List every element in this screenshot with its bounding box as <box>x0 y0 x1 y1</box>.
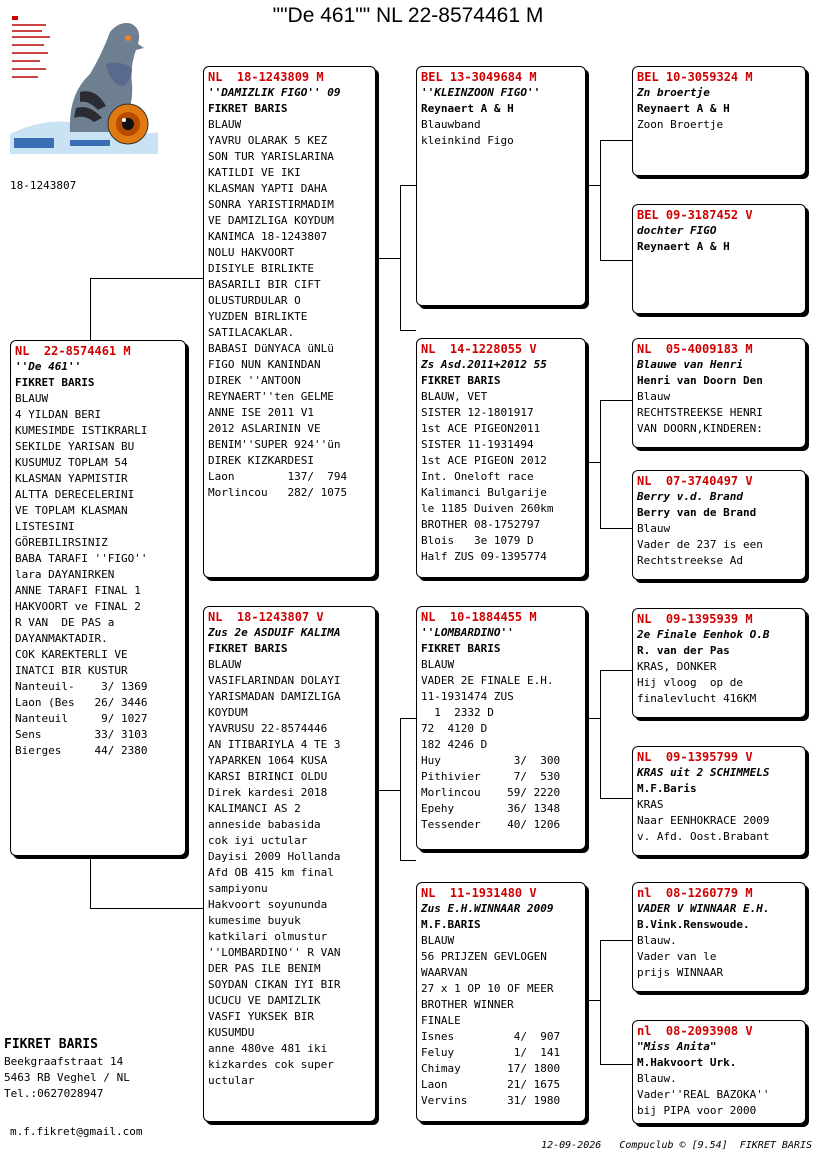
pedigree-note-line: BLAUW <box>208 118 242 131</box>
pigeon-owner: FIKRET BARIS <box>15 376 95 389</box>
pedigree-note-line: DIREK ''ANTOON <box>208 374 301 387</box>
pedigree-note-line: Vader de 237 is een <box>637 538 763 551</box>
pedigree-note-line: anneside babasida <box>208 818 321 831</box>
pigeon-name: ''De 461'' <box>15 360 82 373</box>
connector-line <box>586 185 600 186</box>
pedigree-note-line: ''LOMBARDINO'' R VAN <box>208 946 341 959</box>
pedigree-note-line: ANNE ISE 2011 V1 <box>208 406 314 419</box>
pedigree-note-line: v. Afd. Oost.Brabant <box>637 830 770 843</box>
pedigree-note-line: Bierges 44/ 2380 <box>15 744 148 757</box>
pedigree-note-line: SISTER 11-1931494 <box>421 438 534 451</box>
pedigree-note-line: SONRA YARISTIRMADIM <box>208 198 334 211</box>
pedigree-note-line: KRAS <box>637 798 664 811</box>
connector-line <box>600 400 632 401</box>
pigeon-owner: M.F.Baris <box>637 782 697 795</box>
pedigree-note-line: KANIMCA 18-1243807 <box>208 230 328 243</box>
pigeon-owner: FIKRET BARIS <box>208 642 288 655</box>
breeder-contact <box>4 1036 130 1102</box>
pedigree-note-line: Epehy 36/ 1348 <box>421 802 561 815</box>
pedigree-title: ""De 461"" NL 22-8574461 M <box>272 4 544 27</box>
pedigree-note-line: SON TUR YARISLARINA <box>208 150 334 163</box>
connector-line <box>586 718 600 719</box>
pedigree-card-subject <box>10 340 186 856</box>
pedigree-note-line: COK KAREKTERLI VE <box>15 648 128 661</box>
pedigree-note-line: SISTER 12-1801917 <box>421 406 534 419</box>
pedigree-note-line: Chimay 17/ 1800 <box>421 1062 561 1075</box>
pigeon-name: Blauwe van Henri <box>637 358 743 371</box>
pedigree-note-line: BROTHER WINNER <box>421 998 514 1011</box>
pedigree-note-line: lara DAYANIRKEN <box>15 568 115 581</box>
pedigree-note-line: KUSUMDU <box>208 1026 255 1039</box>
ring-number: BEL 09-3187452 V <box>637 208 753 222</box>
pedigree-note-line: BABASI DüNYACA üNLü <box>208 342 334 355</box>
pigeon-name: VADER V WINNAAR E.H. <box>637 902 770 915</box>
pedigree-note-line: RECHTSTREEKSE HENRI <box>637 406 763 419</box>
pedigree-note-line: Nanteuil 9/ 1027 <box>15 712 148 725</box>
ring-number: NL 18-1243807 V <box>208 610 324 624</box>
pedigree-note-line: Blauw. <box>637 934 677 947</box>
pedigree-note-line: Vervins 31/ 1980 <box>421 1094 561 1107</box>
pedigree-note-line: le 1185 Duiven 260km <box>421 502 554 515</box>
pedigree-note-line: BLAUW, VET <box>421 390 488 403</box>
pedigree-note-line: Feluy 1/ 141 <box>421 1046 561 1059</box>
breeder-email: m.f.fikret@gmail.com <box>10 1125 143 1138</box>
pedigree-note-line: REYNAERT''ten GELME <box>208 390 334 403</box>
pedigree-card-maternal-grandmother <box>416 882 586 1122</box>
pedigree-note-line: NOLU HAKVOORT <box>208 246 295 259</box>
pedigree-note-line: HAKVOORT ve FINAL 2 <box>15 600 141 613</box>
pigeon-name: ''DAMIZLIK FIGO'' 09 <box>208 86 341 99</box>
pigeon-owner: FIKRET BARIS <box>421 642 501 655</box>
pedigree-note-line: 72 4120 D <box>421 722 488 735</box>
pigeon-owner: Reynaert A & H <box>421 102 514 115</box>
pedigree-note-line: 4 YILDAN BERI <box>15 408 102 421</box>
pedigree-note-line: 1 2332 D <box>421 706 494 719</box>
pedigree-card-mm-father <box>632 882 806 992</box>
pedigree-note-line: BROTHER 08-1752797 <box>421 518 541 531</box>
pedigree-card-maternal-grandfather <box>416 606 586 850</box>
pedigree-note-line: 1st ACE PIGEON 2012 <box>421 454 547 467</box>
pedigree-note-line: FIGO NUN KANINDAN <box>208 358 321 371</box>
pedigree-card-paternal-grandmother <box>416 338 586 578</box>
footer-credits: 12-09-2026 Compuclub © [9.54] FIKRET BARIS <box>541 1140 812 1151</box>
pedigree-note-line: KALIMANCI AS 2 <box>208 802 301 815</box>
connector-line <box>90 278 91 340</box>
pedigree-note-line: VASIFLARINDAN DOLAYI <box>208 674 341 687</box>
pigeon-name: Zus E.H.WINNAAR 2009 <box>421 902 554 915</box>
pedigree-note-line: KUSUMUZ TOPLAM 54 <box>15 456 128 469</box>
ring-number: nl 08-2093908 V <box>637 1024 753 1038</box>
pigeon-owner: Henri van Doorn Den <box>637 374 763 387</box>
pigeon-name: KRAS uit 2 SCHIMMELS <box>637 766 770 779</box>
pedigree-note-line: Sens 33/ 3103 <box>15 728 148 741</box>
pedigree-note-line: uctular <box>208 1074 255 1087</box>
pigeon-owner: M.Hakvoort Urk. <box>637 1056 737 1069</box>
pedigree-note-line: Morlincou 59/ 2220 <box>421 786 561 799</box>
pedigree-note-line: Pithivier 7/ 530 <box>421 770 561 783</box>
pigeon-name: ''KLEINZOON FIGO'' <box>421 86 541 99</box>
ring-number: BEL 10-3059324 M <box>637 70 753 84</box>
pedigree-note-line: kleinkind Figo <box>421 134 514 147</box>
pedigree-note-line: INATCI BIR KUSTUR <box>15 664 128 677</box>
pedigree-note-line: Hij vloog op de <box>637 676 743 689</box>
pigeon-name: dochter FIGO <box>637 224 717 237</box>
pigeon-owner: FIKRET BARIS <box>421 374 501 387</box>
ring-number: NL 18-1243809 M <box>208 70 324 84</box>
connector-line <box>586 1000 600 1001</box>
pedigree-note-line: Dayisi 2009 Hollanda <box>208 850 341 863</box>
pedigree-note-line: GÖREBILIRSINIZ <box>15 536 108 549</box>
pedigree-note-line: SATILACAKLAR. <box>208 326 295 339</box>
pedigree-note-line: DIREK KIZKARDESI <box>208 454 314 467</box>
pedigree-note-line: KLASMAN YAPMISTIR <box>15 472 128 485</box>
pigeon-owner: Reynaert A & H <box>637 102 730 115</box>
pedigree-note-line: OLUSTURDULAR O <box>208 294 301 307</box>
connector-line <box>400 860 416 861</box>
pedigree-card-mother <box>203 606 376 1122</box>
connector-line <box>376 790 400 791</box>
pedigree-note-line: LISTESINI <box>15 520 75 533</box>
pedigree-card-fm-mother <box>632 470 806 580</box>
pigeon-name: Zs Asd.2011+2012 55 <box>421 358 547 371</box>
pedigree-card-father <box>203 66 376 578</box>
pedigree-note-line: Blauw <box>637 522 671 535</box>
pedigree-note-line: Direk kardesi 2018 <box>208 786 328 799</box>
ring-number: NL 07-3740497 V <box>637 474 753 488</box>
pedigree-note-line: 27 x 1 OP 10 OF MEER <box>421 982 554 995</box>
connector-line <box>600 260 632 261</box>
connector-line <box>600 528 632 529</box>
connector-line <box>600 670 632 671</box>
pedigree-note-line: FINALE <box>421 1014 461 1027</box>
pedigree-note-line: Blois 3e 1079 D <box>421 534 534 547</box>
pedigree-note-line: Laon 21/ 1675 <box>421 1078 561 1091</box>
pigeon-name: 2e Finale Eenhok O.B <box>637 628 770 641</box>
ring-number: nl 08-1260779 M <box>637 886 753 900</box>
pedigree-note-line: Tessender 40/ 1206 <box>421 818 561 831</box>
connector-line <box>600 140 601 260</box>
pedigree-note-line: ALTTA DERECELERINI <box>15 488 135 501</box>
ring-number: NL 09-1395939 M <box>637 612 753 626</box>
connector-line <box>586 462 600 463</box>
pedigree-note-line: YAPARKEN 1064 KUSA <box>208 754 328 767</box>
pedigree-note-line: DER PAS ILE BENIM <box>208 962 321 975</box>
pedigree-note-line: Hakvoort soyununda <box>208 898 328 911</box>
pedigree-note-line: SOYDAN CIKAN IYI BIR <box>208 978 341 991</box>
connector-line <box>90 278 204 279</box>
pedigree-note-line: Huy 3/ 300 <box>421 754 561 767</box>
breeder-name: FIKRET BARIS <box>4 1037 98 1052</box>
pedigree-note-line: AN ITIBARIYLA 4 TE 3 <box>208 738 341 751</box>
pedigree-note-line: katkilari olmustur <box>208 930 328 943</box>
pedigree-note-line: YARISMADAN DAMIZLIGA <box>208 690 341 703</box>
pedigree-note-line: KRAS, DONKER <box>637 660 717 673</box>
breeder-street: Beekgraafstraat 14 <box>4 1055 124 1068</box>
pedigree-note-line: VAN DOORN,KINDEREN: <box>637 422 763 435</box>
pedigree-note-line: YUZDEN BIRLIKTE <box>208 310 308 323</box>
ring-number: NL 22-8574461 M <box>15 344 131 358</box>
pedigree-note-line: SEKILDE YARISAN BU <box>15 440 135 453</box>
pedigree-note-line: YAVRU OLARAK 5 KEZ <box>208 134 328 147</box>
pedigree-note-line: KARSI BIRINCI OLDU <box>208 770 328 783</box>
pigeon-owner: Reynaert A & H <box>637 240 730 253</box>
pedigree-note-line: sampiyonu <box>208 882 268 895</box>
pedigree-note-line: anne 480ve 481 iki <box>208 1042 328 1055</box>
pedigree-card-mf-father <box>632 608 806 718</box>
pigeon-name: "Miss Anita" <box>637 1040 717 1053</box>
connector-line <box>400 185 416 186</box>
ring-number: NL 14-1228055 V <box>421 342 537 356</box>
connector-line <box>600 400 601 528</box>
ring-number: NL 09-1395799 V <box>637 750 753 764</box>
pigeon-name: Zus 2e ASDUIF KALIMA <box>208 626 341 639</box>
pedigree-note-line: bij PIPA voor 2000 <box>637 1104 757 1117</box>
pedigree-note-line: Half ZUS 09-1395774 <box>421 550 547 563</box>
connector-line <box>400 330 416 331</box>
pedigree-note-line: DISIYLE BIRLIKTE <box>208 262 314 275</box>
pigeon-name: Berry v.d. Brand <box>637 490 743 503</box>
pedigree-note-line: kumesime buyuk <box>208 914 301 927</box>
pedigree-card-ff-father <box>632 66 806 176</box>
pedigree-note-line: VE DAMIZLIGA KOYDUM <box>208 214 334 227</box>
pigeon-name: ''LOMBARDINO'' <box>421 626 514 639</box>
pedigree-note-line: Naar EENHOKRACE 2009 <box>637 814 770 827</box>
pedigree-note-line: YAVRUSU 22-8574446 <box>208 722 328 735</box>
pedigree-note-line: Morlincou 282/ 1075 <box>208 486 348 499</box>
pedigree-note-line: Laon (Bes 26/ 3446 <box>15 696 148 709</box>
pedigree-note-line: Vader van le <box>637 950 717 963</box>
pedigree-note-line: Laon 137/ 794 <box>208 470 348 483</box>
pedigree-note-line: KLASMAN YAPTI DAHA <box>208 182 328 195</box>
pedigree-note-line: Kalimanci Bulgarije <box>421 486 547 499</box>
pedigree-note-line: finalevlucht 416KM <box>637 692 757 705</box>
pedigree-note-line: Int. Oneloft race <box>421 470 534 483</box>
pedigree-note-line: Zoon Broertje <box>637 118 724 131</box>
connector-line <box>600 940 601 1064</box>
connector-line <box>600 670 601 798</box>
pedigree-note-line: prijs WINNAAR <box>637 966 724 979</box>
pedigree-note-line: VE TOPLAM KLASMAN <box>15 504 128 517</box>
breeder-phone: Tel.:0627028947 <box>4 1087 104 1100</box>
connector-line <box>90 856 91 908</box>
pedigree-note-line: BLAUW <box>208 658 242 671</box>
connector-line <box>400 185 401 330</box>
ring-number: NL 11-1931480 V <box>421 886 537 900</box>
pigeon-owner: Berry van de Brand <box>637 506 757 519</box>
pedigree-note-line: Isnes 4/ 907 <box>421 1030 561 1043</box>
pedigree-note-line: kizkardes cok super <box>208 1058 334 1071</box>
pedigree-note-line: BLAUW <box>421 934 455 947</box>
pedigree-note-line: 182 4246 D <box>421 738 488 751</box>
ring-number: BEL 13-3049684 M <box>421 70 537 84</box>
ring-number: NL 10-1884455 M <box>421 610 537 624</box>
pigeon-owner: R. van der Pas <box>637 644 730 657</box>
pedigree-note-line: BENIM''SUPER 924''ün <box>208 438 341 451</box>
pedigree-note-line: Rechtstreekse Ad <box>637 554 743 567</box>
pedigree-note-line: KATILDI VE IKI <box>208 166 301 179</box>
pedigree-note-line: KOYDUM <box>208 706 248 719</box>
connector-line <box>400 718 416 719</box>
pedigree-note-line: Vader''REAL BAZOKA'' <box>637 1088 770 1101</box>
pedigree-card-mm-mother <box>632 1020 806 1124</box>
connector-line <box>376 258 400 259</box>
pedigree-card-mf-mother <box>632 746 806 856</box>
pigeon-owner: FIKRET BARIS <box>208 102 288 115</box>
pedigree-note-line: BLAUW <box>15 392 49 405</box>
pigeon-owner: M.F.BARIS <box>421 918 481 931</box>
connector-line <box>600 1064 632 1065</box>
pedigree-note-line: Afd OB 415 km final <box>208 866 334 879</box>
pedigree-note-line: VASFI YUKSEK BIR <box>208 1010 314 1023</box>
pedigree-note-line: ANNE TARAFI FINAL 1 <box>15 584 141 597</box>
pedigree-note-line: BASARILI BIR CIFT <box>208 278 321 291</box>
pedigree-note-line: cok iyi uctular <box>208 834 308 847</box>
pedigree-note-line: BLAUW <box>421 658 455 671</box>
pedigree-note-line: 56 PRIJZEN GEVLOGEN <box>421 950 547 963</box>
logo-ring-reference: 18-1243807 <box>10 179 77 192</box>
pedigree-card-fm-father <box>632 338 806 448</box>
pedigree-card-paternal-grandfather <box>416 66 586 306</box>
pedigree-note-line: Blauw <box>637 390 671 403</box>
pedigree-note-line: Nanteuil- 3/ 1369 <box>15 680 148 693</box>
pedigree-note-line: 11-1931474 ZUS <box>421 690 514 703</box>
connector-line <box>600 140 632 141</box>
pedigree-note-line: 2012 ASLARININ VE <box>208 422 321 435</box>
pigeon-logo-icon <box>10 14 158 154</box>
ring-number: NL 05-4009183 M <box>637 342 753 356</box>
connector-line <box>400 718 401 860</box>
pedigree-note-line: 1st ACE PIGEON2011 <box>421 422 541 435</box>
pedigree-note-line: DAYANMAKTADIR. <box>15 632 108 645</box>
pedigree-card-ff-mother <box>632 204 806 314</box>
breeder-city: 5463 RB Veghel / NL <box>4 1071 130 1084</box>
pedigree-note-line: KUMESIMDE ISTIKRARLI <box>15 424 148 437</box>
pedigree-note-line: Blauwband <box>421 118 481 131</box>
pedigree-note-line: UCUCU VE DAMIZLIK <box>208 994 321 1007</box>
pedigree-note-line: Blauw. <box>637 1072 677 1085</box>
pedigree-note-line: R VAN DE PAS a <box>15 616 115 629</box>
pedigree-note-line: VADER 2E FINALE E.H. <box>421 674 554 687</box>
pedigree-note-line: WAARVAN <box>421 966 468 979</box>
connector-line <box>600 940 632 941</box>
pigeon-owner: B.Vink.Renswoude. <box>637 918 750 931</box>
connector-line <box>90 908 204 909</box>
pedigree-note-line: BABA TARAFI ''FIGO'' <box>15 552 148 565</box>
connector-line <box>600 798 632 799</box>
pigeon-name: Zn broertje <box>637 86 710 99</box>
